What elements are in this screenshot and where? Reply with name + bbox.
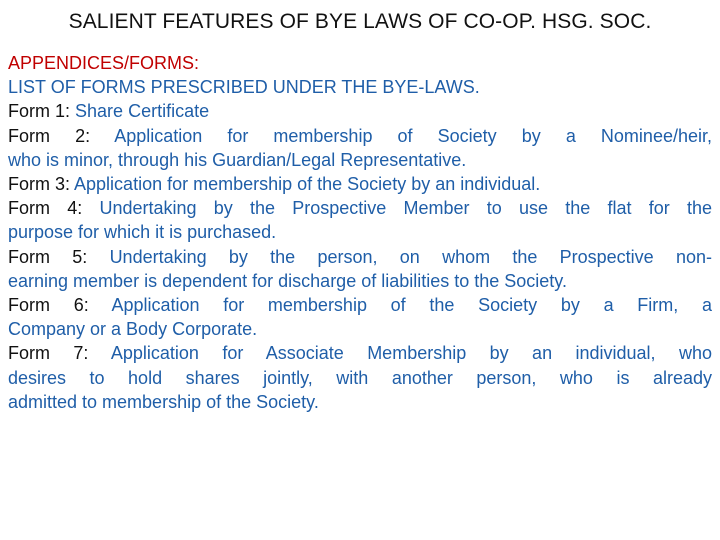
form-label: Form 6:: [8, 295, 89, 316]
form-label: Form 3:: [8, 174, 71, 195]
form-description-continued: admitted to membership of the Society.: [8, 391, 319, 412]
form-item-4: [8, 196, 712, 244]
form-item-3: [8, 172, 712, 196]
slide-content: [8, 51, 712, 414]
form-item-1: [8, 99, 712, 123]
form-description-continued: purpose for which it is purchased.: [8, 222, 277, 243]
form-item-5: [8, 245, 712, 293]
form-item-2: [8, 124, 712, 172]
page-title: SALIENT FEATURES OF BYE LAWS OF CO-OP. HSG. SOC.: [68, 10, 652, 33]
form-label: Form 2:: [8, 125, 91, 146]
form-label: Form 7:: [8, 343, 89, 364]
form-description: Application for membership of Society by a Nominee/heir,: [114, 125, 712, 146]
form-description-continued: who is minor, through his Guardian/Legal Representative.: [8, 149, 467, 170]
form-description-continued: desires to hold shares jointly, with another person, who is already: [8, 367, 712, 388]
form-label: Form 1:: [8, 101, 71, 122]
form-description-continued: earning member is dependent for discharge of liabilities to the Society.: [8, 270, 567, 291]
form-item-6: [8, 293, 712, 341]
form-item-7: [8, 341, 712, 414]
form-description: Application for membership of the Society by a Firm, a: [111, 295, 712, 316]
form-description-continued: Company or a Body Corporate.: [8, 319, 258, 340]
form-description: Application for Associate Membership by an individual, who: [110, 343, 712, 364]
form-description: Undertaking by the Prospective Member to use the flat for the: [99, 198, 712, 219]
form-label: Form 5:: [8, 246, 88, 267]
forms-list-heading: LIST OF FORMS PRESCRIBED UNDER THE BYE-LAWS.: [8, 77, 480, 98]
form-description: Application for membership of the Society by an individual.: [74, 174, 541, 195]
section-heading: APPENDICES/FORMS:: [8, 53, 200, 73]
form-label: Form 4:: [8, 198, 83, 219]
form-description: Share Certificate: [75, 101, 210, 122]
form-description: Undertaking by the person, on whom the Prospective non-: [109, 246, 712, 267]
